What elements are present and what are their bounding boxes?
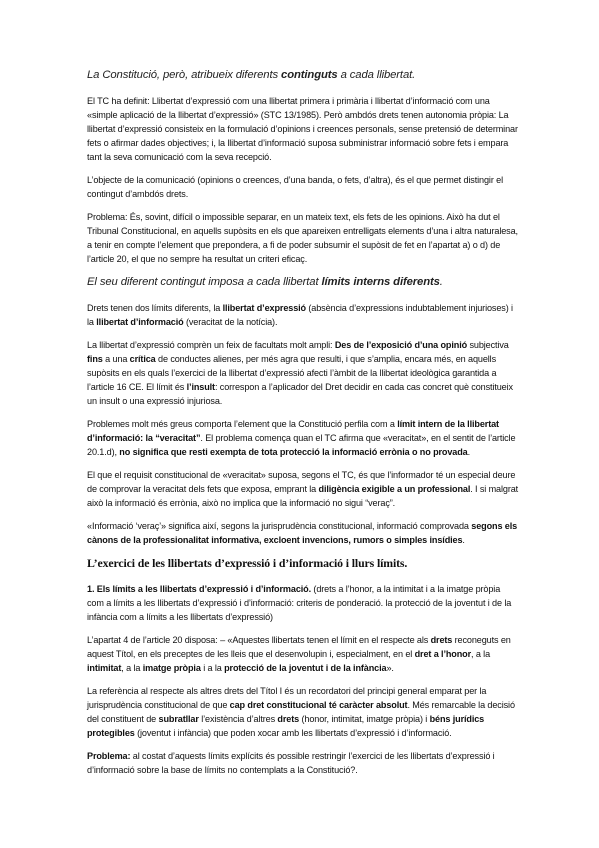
paragraph-expression-scope: La llibertat d’expressió comprèn un feix de facultats molt ampli: Des de l’exposició d’una opinió subjectiva fins a una crítica de conductes alienes, per més agra que resulti, i que s’amplia, encara més, en aquells supòsits en els quals l’exercici de la llibertat d’expressió afecti l’àmbit de la llibertat ideològica garantida a l’article 16 CE. El límit és l’insult: correspon a l’aplicador del Dret decidir en cada cas concret què constitueix un insult o una expressió injuriosa. — [87, 340, 513, 406]
paragraph-problem: Problema: És, sovint, difícil o impossible separar, en un mateix text, els fets de les opinions. Això ha dut el Tribunal Constitucional, en aquells supòsits en els que apareixen entrelligats elements d’una i altra naturalesa, a tenir en compte l’element que prepondera, a fi de poder subsumir el supòsit de fet en l’apartat a) o d) de l’article 20, el que no sempre ha resultat un criteri eficaç. — [87, 212, 518, 264]
paragraph-definitions: El TC ha definit: Llibertat d’expressió com una llibertat primera i primària i llibertat d’informació com una «simple aplicació de la llibertat d’expressió» (STC 13/1985). Però ambdós drets tenen autonomia pròpia: La llibertat d’expressió consisteix en la formulació d’opinions i creences personals, sense pretensió de determinar fets o afirmar dades objectives; i, la llibertat d’informació suposa subministrar informació sobre fets i empara tant la seva comunicació com la seva recepció. — [87, 96, 518, 162]
section-heading-exercise: L’exercici de les llibertats d’expressió i d’informació i llurs límits. — [87, 556, 408, 570]
paragraph-limits-list: 1. Els límits a les llibertats d’expressió i d’informació. (drets a l’honor, a la intimitat i a la imatge pròpia com a límits a les llibertats d’expressió i d’informació: criteris de ponderació. la protecció de la joventut i de la infància com a límits a les llibertats d’expressió) — [87, 584, 512, 622]
document-page — [87, 68, 519, 786]
paragraph-two-limits: Drets tenen dos límits diferents, la llibertat d’expressió (absència d’expressions indubtablement injurioses) i la llibertat d’informació (veracitat de la notícia). — [87, 303, 513, 327]
paragraph-veracious-information: «Informació ‘veraç’» significa així, segons la jurisprudència constitucional, informació comprovada segons els cànons de la professionalitat informativa, excloent invencions, rumors o simples insídies. — [87, 521, 518, 545]
paragraph-final-problem: Problema: al costat d’aquests límits explícits és possible restringir l’exercici de les llibertats d’expressió i d’informació sobre la base de límits no contemplats a la Constitució?. — [87, 751, 495, 775]
paragraph-veracity-problem: Problemes molt més greus comporta l’element que la Constitució perfila com a límit intern de la llibertat d’informació: la “veracitat”. El problema comença quan el TC afirma que «veracitat», en el sentit de l’article 20.1.d), no significa que resti exempta de tota protecció la informació errònia o no provada. — [87, 419, 516, 457]
paragraph-title-i-reference: La referència al respecte als altres drets del Títol I és un recordatori del principi general emparat per la jurisprudència constitucional de que cap dret constitucional té caràcter absolut. Més remarcable la decisió del constituent de subratllar l’existència d’altres drets (honor, intimitat, imatge pròpia) i béns jurídics protegibles (joventut i infància) que poden xocar amb les llibertats d’expressió i d’informació. — [87, 686, 515, 738]
paragraph-veracity-duty: El que el requisit constitucional de «veracitat» suposa, segons el TC, és que l’informador té un especial deure de comprovar la veracitat dels fets que exposa, emprant la diligència exigible a un professional. I si malgrat això la informació és errònia, això no implica que la informació no sigui “veraç”. — [87, 470, 519, 508]
paragraph-article-20-4: L’apartat 4 de l’article 20 disposa: – «Aquestes llibertats tenen el límit en el respecte als drets reconeguts en aquest Títol, en els preceptes de les lleis que el desenvolupin i, especialment, en el dret a l’honor, a la intimitat, a la imatge pròpia i a la protecció de la joventut i de la infància». — [87, 635, 511, 673]
section-heading-limits: El seu diferent contingut imposa a cada llibertat límits interns diferents. — [87, 276, 443, 288]
section-heading-contents: La Constitució, però, atribueix diferents continguts a cada llibertat. — [87, 69, 416, 81]
paragraph-object: L’objecte de la comunicació (opinions o creences, d’una banda, o fets, d’altra), és el que permet distingir el contingut d’ambdós drets. — [87, 175, 503, 199]
